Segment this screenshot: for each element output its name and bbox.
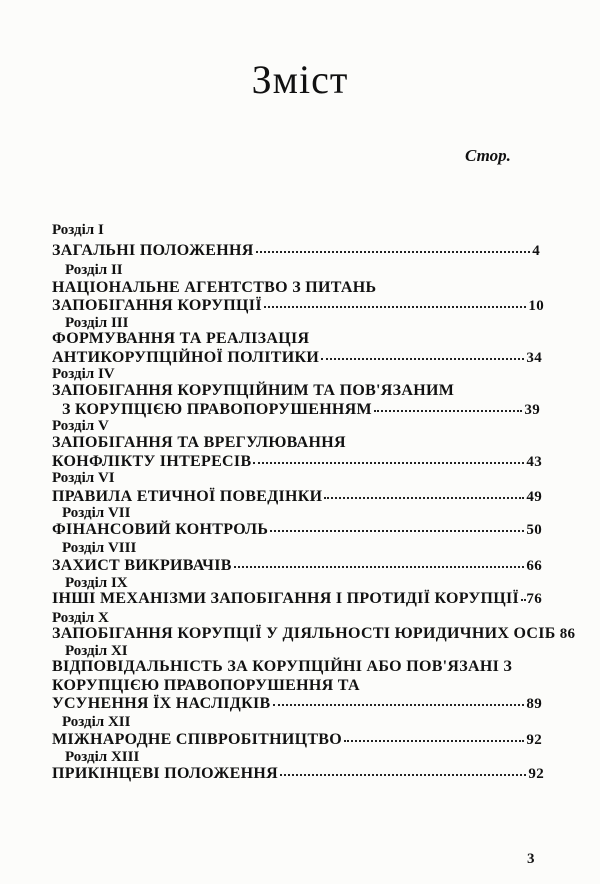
leader-dots [324,485,524,499]
toc-entry-text: ЗАПОБІГАННЯ КОРУПЦІЇ У ДІЯЛЬНОСТІ ЮРИДИЧНИХ ОСІБ [52,625,556,642]
toc-entry-line [52,296,544,315]
toc-entry-line [52,764,544,783]
section-label: Розділ І [52,222,104,238]
toc-entry-line [52,452,542,471]
toc-entry-text: АНТИКОРУПЦІЙНОЇ ПОЛІТИКИ [52,349,320,366]
toc-entry-text: ЗАПОБІГАННЯ КОРУПЦІЇ [52,297,262,314]
section-label: Розділ II [65,262,123,278]
leader-dots [280,762,526,776]
toc-page-number: 50 [526,522,542,538]
toc-entry-line [52,624,576,643]
toc-page-number: 4 [532,243,540,259]
page-title: Зміст [251,57,349,102]
leader-dots [344,728,524,742]
page-number: 3 [527,851,535,867]
toc-page-number: 66 [526,558,542,574]
leader-dots [521,587,524,601]
toc-entry-line [62,400,540,419]
leader-dots [253,450,524,464]
toc-entry-text: ЗАГАЛЬНІ ПОЛОЖЕННЯ [52,242,254,259]
page-column-label: Стор. [465,146,511,165]
section-label: Розділ IV [52,366,115,382]
toc-entry-text: ФОРМУВАННЯ ТА РЕАЛІЗАЦІЯ [52,330,310,347]
leader-dots [273,692,525,706]
leader-dots [321,346,524,360]
section-label: Розділ VIII [62,540,137,556]
toc-entry-text: ІНШІ МЕХАНІЗМИ ЗАПОБІГАННЯ І ПРОТИДІЇ КОРУПЦІЇ [52,590,520,607]
section-label: Розділ V [52,418,109,434]
toc-entry-text: КОРУПЦІЄЮ ПРАВОПОРУШЕННЯ ТА [52,677,360,694]
leader-dots [256,239,531,253]
toc-entry-line [52,348,542,367]
toc-page-number: 76 [526,591,542,607]
toc-page-number: 10 [528,298,544,314]
toc-entry-text: ЗАПОБІГАННЯ ТА ВРЕГУЛЮВАННЯ [52,434,346,451]
toc-entry-line [52,241,540,260]
toc-entry-line [52,520,542,539]
toc-page-number: 34 [526,350,542,366]
toc-entry-line [52,694,542,713]
toc-entry-text: КОНФЛІКТУ ІНТЕРЕСІВ [52,453,252,470]
toc-page-number: 92 [528,766,544,782]
section-label: Розділ III [65,315,129,331]
toc-entry-line [52,487,542,506]
section-label: Розділ XII [62,714,131,730]
toc-entry-text: ВІДПОВІДАЛЬНІСТЬ ЗА КОРУПЦІЙНІ АБО ПОВ'ЯЗАНІ З [52,658,513,675]
toc-page-number: 89 [526,696,542,712]
section-label: Розділ VII [62,505,131,521]
toc-entry-line [52,556,542,575]
toc-entry-text: ЗАПОБІГАННЯ КОРУПЦІЙНИМ ТА ПОВ'ЯЗАНИМ [52,382,455,399]
toc-page-number: 92 [526,732,542,748]
toc-entry-text: УСУНЕННЯ ЇХ НАСЛІДКІВ [52,695,271,712]
leader-dots [264,294,527,308]
section-label: Розділ XI [65,643,128,659]
toc-entry-text: ПРАВИЛА ЕТИЧНОЇ ПОВЕДІНКИ [52,488,323,505]
toc-page-number: 49 [526,489,542,505]
leader-dots [234,554,525,568]
toc-page-number: 86 [559,626,576,642]
section-label: Розділ XIII [65,749,140,765]
toc-entry-text: ЗАХИСТ ВИКРИВАЧІВ [52,557,232,574]
toc-page-number: 43 [526,454,542,470]
toc-entry-text: ПРИКІНЦЕВІ ПОЛОЖЕННЯ [52,765,278,782]
toc-entry-text: МІЖНАРОДНЕ СПІВРОБІТНИЦТВО [52,731,343,748]
section-label: Розділ X [52,610,109,626]
leader-dots [270,518,524,532]
toc-entry-line [52,730,542,749]
toc-entry-text: ФІНАНСОВИЙ КОНТРОЛЬ [52,521,269,538]
toc-entry-line [52,589,542,608]
leader-dots [374,398,522,412]
toc-page-number: 39 [524,402,540,418]
toc-entry-text: НАЦІОНАЛЬНЕ АГЕНТСТВО З ПИТАНЬ [52,279,377,296]
section-label: Розділ IX [65,575,128,591]
toc-entry-text: З КОРУПЦІЄЮ ПРАВОПОРУШЕННЯМ [62,401,372,418]
section-label: Розділ VI [52,470,115,486]
